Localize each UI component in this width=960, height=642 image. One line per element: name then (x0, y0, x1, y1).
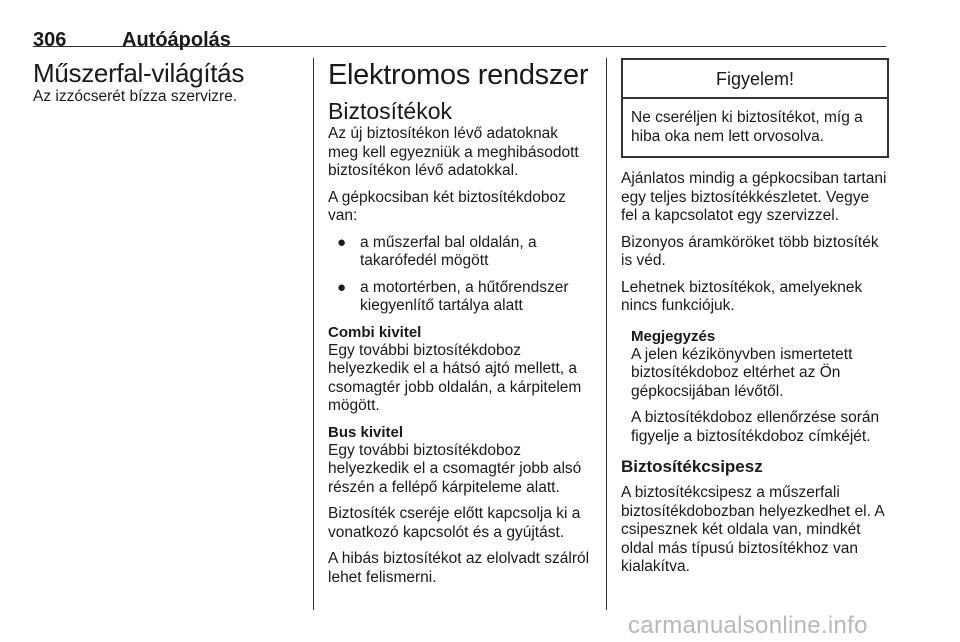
paragraph: Biztosíték cseréje előtt kapcsolja ki a vonatkozó kapcsolót és a gyújtást. (328, 505, 581, 541)
bullet-icon: ● (337, 278, 347, 296)
page-number: 306 (33, 29, 67, 51)
fuse-box-list (328, 234, 590, 316)
warning-box (621, 58, 889, 158)
paragraph: Lehetnek biztosítékok, amelyeknek nincs funkciójuk. (621, 278, 863, 314)
paragraph: Egy további biztosítékdoboz helyezkedik el a hátsó ajtó mellett, a csomagtér jobb oldalán, a kárpitelem mögött. (328, 341, 582, 414)
column-divider-1 (313, 58, 314, 610)
warning-title: Figyelem! (623, 60, 887, 99)
paragraph: A jelen kézikönyvben ismertetett biztosítékdoboz eltérhet az Ön gépkocsijában lévőtől. (631, 345, 853, 400)
watermark: carmanualsonline.info (628, 612, 868, 639)
section-heading-dashboard-lighting: Műszerfal-világítás (33, 58, 245, 88)
list-item: ● a motortérben, a hűtőrendszer kiegyenlítő tartálya alatt (337, 278, 569, 314)
column-2 (328, 58, 590, 595)
note-label: Megjegyzés (631, 327, 716, 345)
page-header (33, 6, 886, 51)
paragraph: Az új biztosítékon lévő adatoknak meg kell egyezniük a meghibásodott biztosítékon lévő adatokkal. (328, 125, 579, 179)
paragraph: Egy további biztosítékdoboz helyezkedik el a csomagtér jobb alsó részén a fellépő kárpiteleme alatt. (328, 441, 582, 496)
note-block (621, 328, 887, 447)
warning-text: Ne cseréljen ki biztosítékot, míg a hiba oka nem lett orvosolva. (631, 109, 863, 145)
chapter-title: Autóápolás (122, 29, 231, 51)
paragraph: Az izzócserét bízza szervizre. (33, 88, 238, 105)
paragraph: A gépkocsiban két biztosítékdoboz van: (328, 188, 566, 224)
paragraph: A biztosítékdoboz ellenőrzése során figyelje a biztosítékdoboz címkéjét. (631, 409, 880, 445)
column-1 (33, 58, 303, 115)
paragraph: Bizonyos áramköröket több biztosíték is véd. (621, 233, 879, 269)
list-item: ● a műszerfal bal oldalán, a takarófedél mögött (337, 233, 537, 269)
variant-label-combi: Combi kivitel (328, 323, 422, 341)
paragraph: A hibás biztosítékot az elolvadt szálról lehet felismerni. (328, 550, 590, 586)
section-heading-electrical-system: Elektromos rendszer (328, 59, 589, 91)
subheading-fuse-extractor: Biztosítékcsipesz (621, 457, 763, 476)
variant-label-bus: Bus kivitel (328, 423, 404, 441)
paragraph: Ajánlatos mindig a gépkocsiban tartani egy teljes biztosítékkészletet. Vegye fel a kapcsolatot egy szervizzel. (621, 170, 887, 224)
bullet-icon: ● (337, 233, 347, 251)
column-3 (621, 58, 887, 585)
paragraph: A biztosítékcsipesz a műszerfali biztosítékdobozban helyezkedhet el. A csipesznek két oldala van, mindkét oldal más típusú biztosítékhoz van kialakítva. (621, 484, 884, 575)
column-divider-2 (606, 58, 607, 610)
subheading-fuses: Biztosítékok (328, 98, 452, 124)
